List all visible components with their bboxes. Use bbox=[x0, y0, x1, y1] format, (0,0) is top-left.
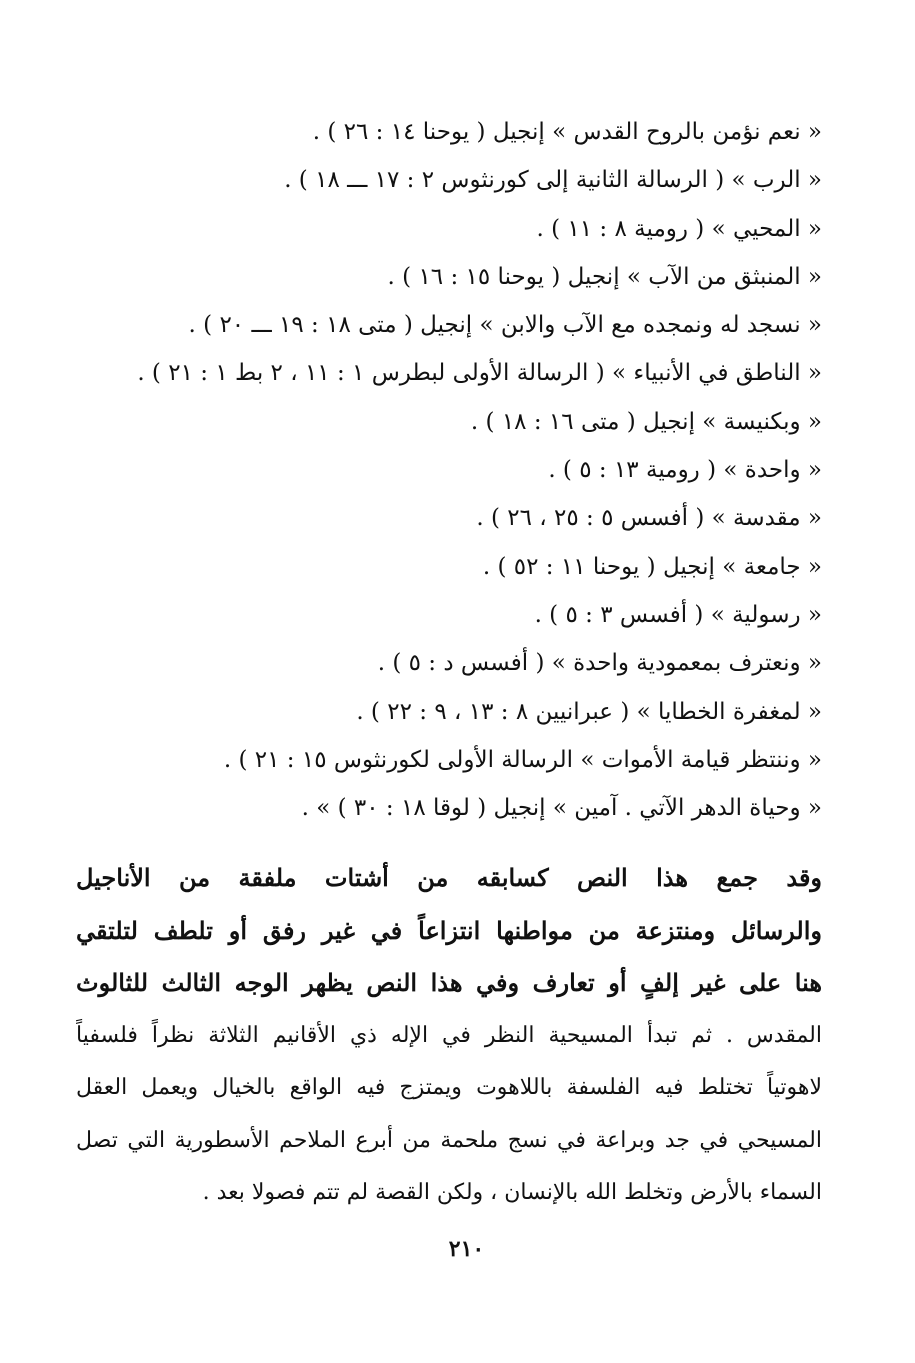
creed-verse: « نسجد له ونمجده مع الآب والابن » إنجيل ( متى ١٨ : ١٩ ـــ ٢٠ ) . bbox=[188, 312, 822, 339]
creed-verse: « وننتظر قيامة الأموات » الرسالة الأولى لكورنثوس ١٥ : ٢١ ) . bbox=[223, 746, 822, 773]
creed-verse-list bbox=[0, 108, 822, 832]
creed-verse: « مقدسة » ( أفسس ٥ : ٢٥ ، ٢٦ ) . bbox=[476, 505, 822, 532]
commentary-line: المسيحي في جد وبراعة في نسج ملحمة من أبرع الملاحم الأسطورية التي تصل bbox=[76, 1127, 822, 1153]
commentary-line: هنا على غير إلفٍ أو تعارف وفي هذا النص يظهر الوجه الثالث للثالوث bbox=[76, 968, 822, 997]
creed-verse: « رسولية » ( أفسس ٣ : ٥ ) . bbox=[534, 601, 822, 628]
creed-verse: « ونعترف بمعمودية واحدة » ( أفسس د : ٥ ) . bbox=[377, 650, 822, 677]
creed-verse: « نعم نؤمن بالروح القدس » إنجيل ( يوحنا ١٤ : ٢٦ ) . bbox=[312, 119, 822, 145]
creed-verse: « المحيي » ( رومية ٨ : ١١ ) . bbox=[536, 215, 822, 242]
creed-verse: « الرب » ( الرسالة الثانية إلى كورنثوس ٢ : ١٧ ـــ ١٨ ) . bbox=[284, 167, 822, 194]
creed-verse: « المنبثق من الآب » إنجيل ( يوحنا ١٥ : ١٦ ) . bbox=[387, 263, 822, 290]
creed-verse: « الناطق في الأنبياء » ( الرسالة الأولى لبطرس ١ : ١١ ، ٢ بط ١ : ٢١ ) . bbox=[137, 360, 822, 387]
creed-verse: « وحياة الدهر الآتي . آمين » إنجيل ( لوقا ١٨ : ٣٠ ) » . bbox=[301, 795, 822, 822]
creed-verse: « وبكنيسة » إنجيل ( متى ١٦ : ١٨ ) . bbox=[470, 408, 822, 435]
commentary-line: لاهوتياً تختلط فيه الفلسفة باللاهوت ويمتزج فيه الواقع بالخيال ويعمل العقل bbox=[76, 1075, 822, 1100]
page-number: ٢١٠ bbox=[448, 1236, 485, 1262]
commentary-paragraph bbox=[76, 852, 822, 1220]
creed-verse: « واحدة » ( رومية ١٣ : ٥ ) . bbox=[548, 457, 822, 484]
commentary-line: والرسائل ومنتزعة من مواطنها انتزاعاً في غير رفق أو تلطف لتلتقي bbox=[76, 915, 822, 945]
commentary-line: وقد جمع هذا النص كسابقه من أشتات ملفقة من الأناجيل bbox=[76, 863, 822, 892]
commentary-line: المقدس . ثم تبدأ المسيحية النظر في الإله ذي الأقانيم الثلاثة نظراً فلسفياً bbox=[76, 1022, 822, 1048]
creed-verse: « جامعة » إنجيل ( يوحنا ١١ : ٥٢ ) . bbox=[482, 553, 822, 580]
commentary-line: السماء بالأرض وتخلط الله بالإنسان ، ولكن القصة لم تتم فصولا بعد . bbox=[202, 1180, 822, 1205]
creed-verse: « لمغفرة الخطايا » ( عبرانيين ٨ : ١٣ ، ٩ : ٢٢ ) . bbox=[356, 698, 822, 725]
